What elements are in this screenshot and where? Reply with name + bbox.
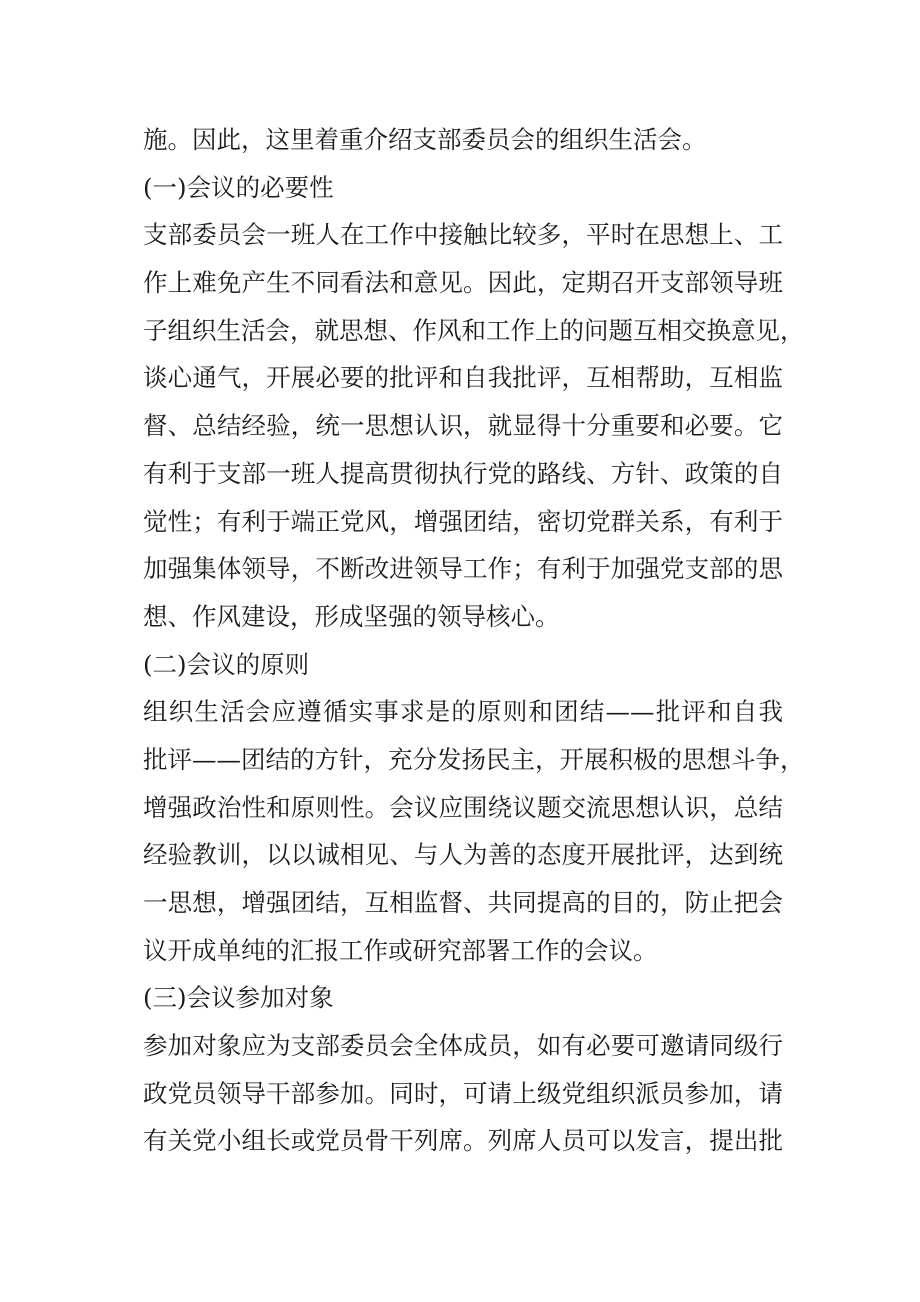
text-line: 增强政治性和原则性。会议应围绕议题交流思想认识，总结 xyxy=(143,792,783,822)
text-line: 加强集体领导，不断改进领导工作；有利于加强党支部的思 xyxy=(143,554,783,584)
text-line: 经验教训，以以诚相见、与人为善的态度开展批评，达到统 xyxy=(143,840,783,870)
text-line: 支部委员会一班人在工作中接触比较多，平时在思想上、工 xyxy=(143,220,783,250)
text-line: 批评——团结的方针，充分发扬民主，开展积极的思想斗争， xyxy=(143,744,805,774)
text-line: 谈心通气，开展必要的批评和自我批评，互相帮助，互相监 xyxy=(143,363,783,393)
text-line: 一思想，增强团结，互相监督、共同提高的目的，防止把会 xyxy=(143,888,783,917)
text-line: 有关党小组长或党员骨干列席。列席人员可以发言，提出批 xyxy=(143,1126,783,1156)
document-body xyxy=(143,116,805,1165)
text-line: 有利于支部一班人提高贯彻执行党的路线、方针、政策的自 xyxy=(143,458,783,488)
text-line: 政党员领导干部参加。同时，可请上级党组织派员参加，请 xyxy=(143,1078,783,1108)
text-line: 督、总结经验，统一思想认识，就显得十分重要和必要。它 xyxy=(143,411,783,441)
text-line: 觉性；有利于端正党风，增强团结，密切党群关系，有利于 xyxy=(143,506,783,536)
text-line: 作上难免产生不同看法和意见。因此，定期召开支部领导班 xyxy=(143,268,783,298)
section-heading-necessity: (一)会议的必要性 xyxy=(143,172,334,202)
section-heading-participants: (三)会议参加对象 xyxy=(143,983,334,1013)
section-heading-principles: (二)会议的原则 xyxy=(143,649,310,679)
text-line: 想、作风建设，形成坚强的领导核心。 xyxy=(143,601,560,631)
text-line: 组织生活会应遵循实事求是的原则和团结——批评和自我 xyxy=(143,697,783,727)
text-line: 子组织生活会，就思想、作风和工作上的问题互相交换意见， xyxy=(143,315,805,345)
text-line: 参加对象应为支部委员会全体成员，如有必要可邀请同级行 xyxy=(143,1031,783,1061)
text-line: 议开成单纯的汇报工作或研究部署工作的会议。 xyxy=(143,935,658,965)
text-line: 施。因此，这里着重介绍支部委员会的组织生活会。 xyxy=(143,125,707,154)
